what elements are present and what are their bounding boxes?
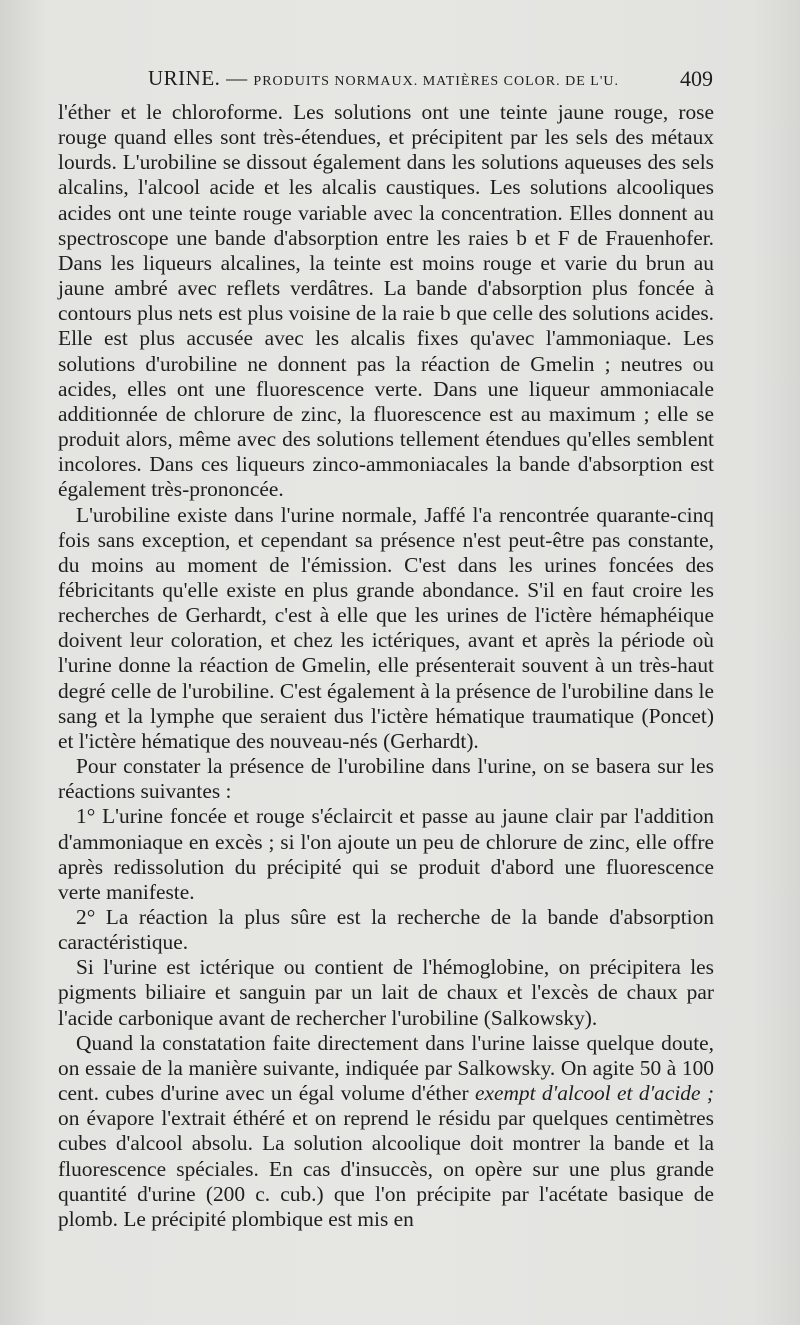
paragraph-urobiline-presence: L'urobiline existe dans l'urine normale, Jaffé l'a rencontrée quarante-cinq fois sans exception, et cependant sa présence n'est peut-être pas constante, du moins au moment de l'émission. C'est dans les urines foncées des fébricitants qu'elle existe en plus grande abondance. S'il en faut croire les recherches de Gerhardt, c'est à elle que les urines de l'ictère hémaphéique doivent leur coloration, et chez les ictériques, avant et après la période où l'urine donne la réaction de Gmelin, elle présenterait souvent à un très-haut degré celle de l'urobiline. C'est également à la présence de l'urobiline dans le sang et la lymphe que seraient dus l'ictère hématique traumatique (Poncet) et l'ictère hématique des nouveau-nés (Gerhardt).	[58, 502, 714, 753]
paragraph-continuation: l'éther et le chloroforme. Les solutions ont une teinte jaune rouge, rose rouge quand elles sont très-étendues, et précipitent par les sels des métaux lourds. L'urobiline se dissout également dans les solutions aqueuses des sels alcalins, l'alcool acide et les alcalis caustiques. Les solutions alcooliques acides ont une teinte rouge variable avec la concentration. Elles donnent au spectroscope une bande d'absorption entre les raies b et F de Frauenhofer. Dans les liqueurs alcalines, la teinte est moins rouge et varie du brun au jaune ambré avec reflets verdâtres. La bande d'absorption plus foncée à contours plus nets est plus voisine de la raie b que celle des solutions acides. Elle est plus accusée avec les alcalis fixes qu'avec l'ammoniaque. Les solutions d'urobiline ne donnent pas la réaction de Gmelin ; neutres ou acides, elles ont une fluorescence verte. Dans une liqueur ammoniacale additionnée de chlorure de zinc, la fluorescence est au maximum ; elle se produit alors, même avec des solutions tellement étendues qu'elles semblent incolores. Dans ces liqueurs zinco-ammoniacales la bande d'absorption est également très-prononcée.	[58, 100, 714, 502]
paragraph-icteric-urine: Si l'urine est ictérique ou contient de l'hémoglobine, on précipitera les pigments biliaire et sanguin par un lait de chaux et l'excès de chaux par l'acide carbonique avant de rechercher l'urobiline (Salkowsky).	[58, 955, 714, 1030]
page-number: 409	[680, 66, 713, 91]
body-text	[58, 100, 714, 1232]
paragraph-reaction-2: 2° La réaction la plus sûre est la recherche de la bande d'absorption caractéristique.	[58, 905, 714, 955]
method-text-end: on évapore l'extrait éthéré et on reprend le résidu par quelques centimètres cubes d'alcool absolu. La solution alcoolique doit montrer la bande et la fluorescence spéciales. En cas d'insuccès, on opère sur une plus grande quantité d'urine (200 c. cub.) que l'on précipite par l'acétate basique de plomb. Le précipité plombique est mis en	[58, 1106, 714, 1231]
method-text-start: Quand la constatation faite directement dans l'urine laisse quelque doute, on essaie de la manière suivante, indiquée par Salkowsky. On agite 50 à 100 cent. cubes d'urine avec un égal volume d'éther	[58, 1030, 714, 1106]
paragraph-reaction-1: 1° L'urine foncée et rouge s'éclaircit et passe au jaune clair par l'addition d'ammoniaque en excès ; si l'on ajoute un peu de chlorure de zinc, elle offre après redissolution du précipité qui se produit d'abord une fluorescence verte manifeste.	[58, 804, 714, 904]
running-title-rest: PRODUITS NORMAUX. MATIÈRES COLOR. DE L'U.	[253, 74, 619, 89]
paragraph-detection-intro: Pour constater la présence de l'urobiline dans l'urine, on se basera sur les réactions suivantes :	[58, 754, 714, 804]
running-title	[148, 66, 619, 91]
paragraph-salkowsky-method	[58, 1031, 714, 1232]
page-header	[148, 66, 713, 96]
running-title-main: URINE. —	[148, 66, 254, 90]
method-text-emphasis: exempt d'alcool et d'acide ;	[474, 1081, 714, 1106]
